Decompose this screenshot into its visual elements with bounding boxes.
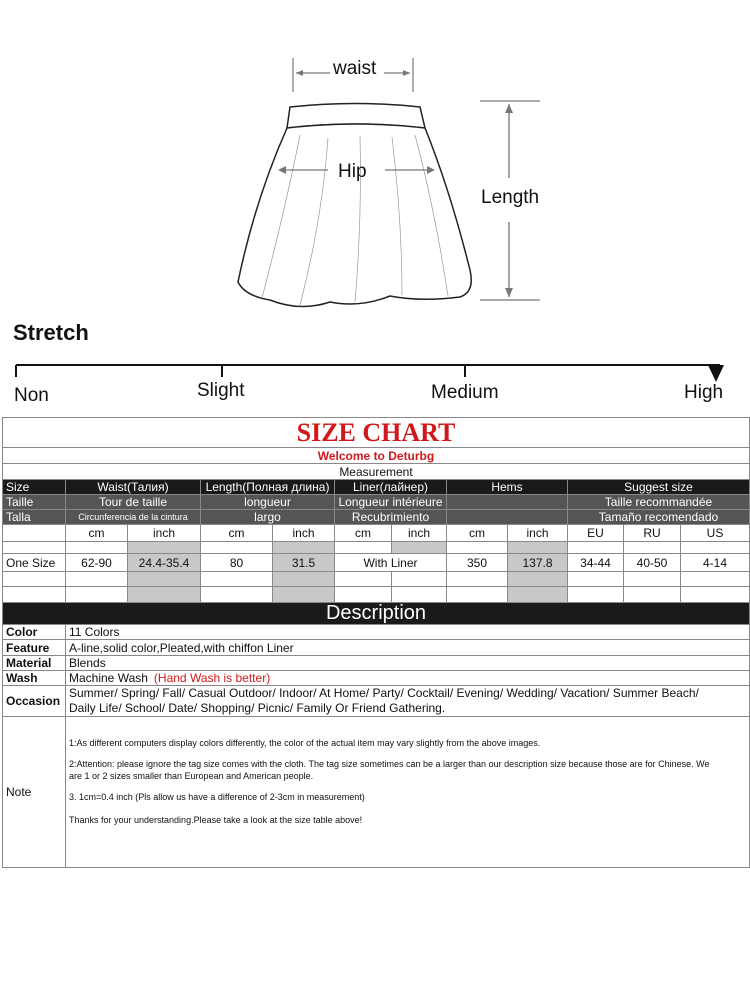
- color-key: Color: [3, 625, 66, 640]
- note-line-3: 3. 1cm=0.4 inch (Pls allow us have a difference of 2-3cm in measurement): [69, 792, 365, 802]
- spacer-cell: [335, 542, 392, 554]
- waist-label: waist: [333, 58, 377, 79]
- empty-cell: [201, 572, 273, 587]
- empty-cell: [201, 587, 273, 603]
- hdr-fr-empty: [447, 495, 568, 510]
- material-value: Blends: [66, 656, 750, 671]
- hip-label: Hip: [338, 161, 367, 182]
- stretch-non: Non: [14, 385, 49, 406]
- empty-cell: [66, 587, 128, 603]
- empty-cell: [273, 572, 335, 587]
- hdr-longueur: longueur: [201, 495, 335, 510]
- row-length-cm: 80: [201, 554, 273, 572]
- hdr-longueur-int: Longueur intérieure: [335, 495, 447, 510]
- row-hems-cm: 350: [447, 554, 508, 572]
- hdr-largo: largo: [201, 510, 335, 525]
- length-label: Length: [481, 187, 540, 208]
- row-hems-inch: 137.8: [508, 554, 568, 572]
- unit-cell: EU: [568, 525, 624, 542]
- hdr-length: Length(Полная длина): [201, 480, 335, 495]
- row-ru: 40-50: [624, 554, 681, 572]
- empty-cell: [273, 587, 335, 603]
- description-title: Description: [3, 603, 750, 625]
- stretch-scale: [0, 355, 750, 385]
- hdr-liner: Liner(лайнер): [335, 480, 447, 495]
- empty-cell: [128, 587, 201, 603]
- empty-cell: [335, 587, 392, 603]
- hdr-waist: Waist(Талия): [66, 480, 201, 495]
- empty-cell: [66, 572, 128, 587]
- size-chart: [2, 417, 750, 603]
- stretch-marker-icon: [708, 365, 724, 382]
- unit-cell: cm: [335, 525, 392, 542]
- occasion-line-1: Summer/ Spring/ Fall/ Casual Outdoor/ Indoor/ At Home/ Party/ Cocktail/ Evening/ Wedding/ Vacation/ Summer Beach/: [69, 686, 699, 700]
- unit-cell: cm: [66, 525, 128, 542]
- occasion-value: [66, 686, 750, 717]
- spacer-cell: [568, 542, 624, 554]
- empty-cell: [335, 572, 392, 587]
- stretch-medium: Medium: [431, 382, 499, 403]
- empty-cell: [3, 587, 66, 603]
- row-us: 4-14: [681, 554, 750, 572]
- hdr-recub: Recubrimiento: [335, 510, 447, 525]
- stretch-title: Stretch: [13, 320, 89, 345]
- material-key: Material: [3, 656, 66, 671]
- note-line-4: Thanks for your understanding.Please take a look at the size table above!: [69, 815, 363, 825]
- note-line-1: 1:As different computers display colors differently, the color of the actual item may vary slightly from the above images.: [69, 738, 541, 748]
- empty-cell: [568, 587, 624, 603]
- row-waist-inch: 24.4-35.4: [128, 554, 201, 572]
- hdr-es-empty: [447, 510, 568, 525]
- row-waist-cm: 62-90: [66, 554, 128, 572]
- note-key: Note: [3, 717, 66, 868]
- spacer-cell: [3, 542, 66, 554]
- occasion-line-2: Daily Life/ School/ Date/ Shopping/ Picnic/ Family Or Friend Gathering.: [69, 701, 446, 715]
- wash-key: Wash: [3, 671, 66, 686]
- empty-cell: [624, 587, 681, 603]
- unit-cell: cm: [447, 525, 508, 542]
- note-line-2b: are 1 or 2 sizes smaller than European and American people.: [69, 771, 314, 781]
- row-liner: With Liner: [335, 554, 447, 572]
- row-size: One Size: [3, 554, 66, 572]
- hdr-tamano: Tamaño recomendado: [568, 510, 750, 525]
- hdr-size: Size: [3, 480, 66, 495]
- note-value: [66, 717, 750, 868]
- spacer-cell: [128, 542, 201, 554]
- row-length-inch: 31.5: [273, 554, 335, 572]
- hdr-taille: Taille: [3, 495, 66, 510]
- empty-cell: [392, 572, 447, 587]
- measurement-label: Measurement: [3, 464, 750, 480]
- hdr-hems: Hems: [447, 480, 568, 495]
- unit-cell: inch: [273, 525, 335, 542]
- unit-cell: [3, 525, 66, 542]
- empty-cell: [681, 572, 750, 587]
- color-value: 11 Colors: [66, 625, 750, 640]
- description-table: [2, 602, 750, 868]
- unit-cell: RU: [624, 525, 681, 542]
- stretch-high: High: [684, 382, 724, 403]
- spacer-cell: [681, 542, 750, 554]
- size-chart-title: SIZE CHART: [3, 418, 750, 448]
- hdr-suggest: Suggest size: [568, 480, 750, 495]
- empty-cell: [3, 572, 66, 587]
- row-eu: 34-44: [568, 554, 624, 572]
- empty-cell: [508, 587, 568, 603]
- unit-cell: inch: [392, 525, 447, 542]
- empty-cell: [392, 587, 447, 603]
- stretch-slight: Slight: [197, 380, 245, 401]
- feature-value: A-line,solid color,Pleated,with chiffon Liner: [66, 640, 750, 656]
- wash-note: (Hand Wash is better): [153, 671, 271, 685]
- feature-key: Feature: [3, 640, 66, 656]
- welcome-line: Welcome to Deturbg: [3, 448, 750, 464]
- hdr-tour: Tour de taille: [66, 495, 201, 510]
- empty-cell: [681, 587, 750, 603]
- unit-cell: cm: [201, 525, 273, 542]
- spacer-cell: [66, 542, 128, 554]
- occasion-key: Occasion: [3, 686, 66, 717]
- spacer-cell: [273, 542, 335, 554]
- unit-cell: US: [681, 525, 750, 542]
- empty-cell: [447, 572, 508, 587]
- spacer-cell: [624, 542, 681, 554]
- empty-cell: [508, 572, 568, 587]
- spacer-cell: [392, 542, 447, 554]
- empty-cell: [568, 572, 624, 587]
- note-line-2a: 2:Attention: please ignore the tag size comes with the cloth. The tag size sometimes can be a larger than our description size because those are for Chinese. We: [69, 759, 710, 769]
- spacer-cell: [447, 542, 508, 554]
- wash-value: [66, 671, 750, 686]
- empty-cell: [624, 572, 681, 587]
- hdr-talla: Talla: [3, 510, 66, 525]
- empty-cell: [128, 572, 201, 587]
- unit-cell: inch: [128, 525, 201, 542]
- empty-cell: [447, 587, 508, 603]
- wash-text: Machine Wash: [69, 671, 148, 685]
- skirt-diagram: [0, 0, 750, 320]
- unit-cell: inch: [508, 525, 568, 542]
- hdr-taille-rec: Taille recommandée: [568, 495, 750, 510]
- spacer-cell: [508, 542, 568, 554]
- hdr-circ: Circunferencia de la cintura: [66, 510, 201, 525]
- spacer-cell: [201, 542, 273, 554]
